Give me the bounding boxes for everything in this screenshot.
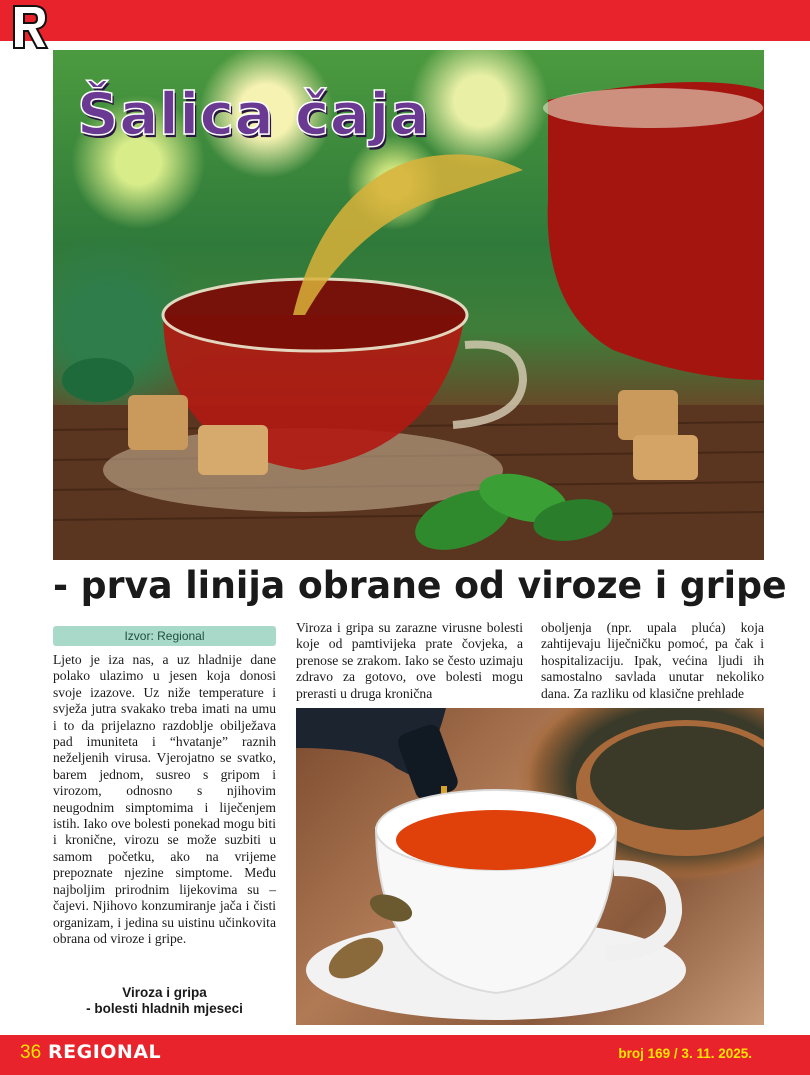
subheading xyxy=(53,985,276,1017)
tea-cup-photo xyxy=(296,708,764,1025)
regional-logo-r xyxy=(10,2,50,52)
regional-logo: REGIONAL xyxy=(48,1041,162,1063)
body-column-3: oboljenja (npr. upala pluća) koja zahtijevaju liječničku pomoć, pa čak i hospitalizaciju. Ipak, većina ljudi ih samostalno savlada unutar nekoliko dana. Za razliku od klasične prehlade xyxy=(541,620,764,701)
article-title: Šalica čaja xyxy=(77,80,430,148)
body-column-1: Ljeto je iza nas, a uz hladnije dane polako ulazimo u jesen koja donosi svoje izazove. Uz niže temperature i svježa jutra svakako treba imati na umu i to da prijelazno razdoblje obilježava pad imuniteta i “hvatanje” raznih neželjenih virusa. Vjerojatno se svatko, barem jednom, susreo s gripom i virozom, odnosno s njihovim neugodnim simptomima i liječenjem istih. Iako ove bolesti ponekad mogu biti i kronične, virozu se može suzbiti u samom početku, ako na vrijeme prepoznate njezine simptome. Među najboljim prirodnim lijekovima su – čajevi. Njihovo konzumiranje jača i čisti organizam, i jedina su uistinu učinkovita obrana od viroze i gripe. xyxy=(53,652,276,946)
subheading-line-2: - bolesti hladnih mjeseci xyxy=(86,1001,243,1016)
source-label: Izvor: Regional xyxy=(53,626,276,646)
hero-image xyxy=(53,50,764,560)
page-number: 36 xyxy=(20,1042,42,1063)
issue-date: broj 169 / 3. 11. 2025. xyxy=(618,1046,752,1061)
subheading-line-1: Viroza i gripa xyxy=(122,985,207,1000)
article-headline: - prva linija obrane od viroze i gripe xyxy=(53,564,787,607)
body-column-2: Viroza i gripa su zarazne virusne bolesti koje od pamtivijeka prate čovjeka, a prenose se zrakom. Iako se često uzimaju zdravo za gotovo, ove bolesti mogu prerasti u druga kronična xyxy=(296,620,523,701)
tea-cup-illustration xyxy=(296,708,764,1025)
header-bar xyxy=(0,0,810,41)
